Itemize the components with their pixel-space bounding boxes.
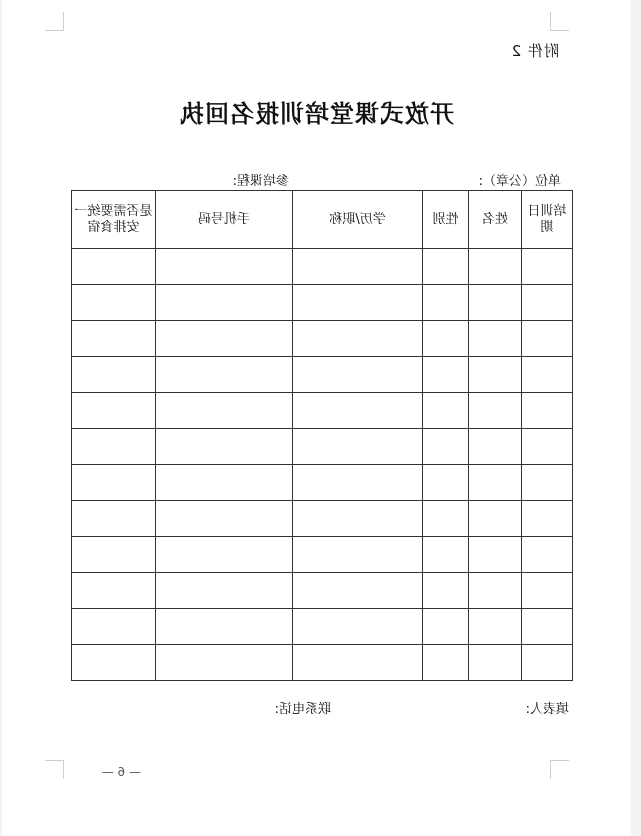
mirrored-content — [2, 0, 631, 836]
header-name: 姓名 — [469, 191, 522, 249]
table-cell[interactable] — [423, 285, 469, 321]
table-cell[interactable] — [469, 609, 522, 645]
table-cell[interactable] — [156, 321, 293, 357]
table-cell[interactable] — [293, 609, 423, 645]
table-cell[interactable] — [522, 429, 573, 465]
table-cell[interactable] — [522, 465, 573, 501]
table-cell[interactable] — [72, 501, 156, 537]
table-cell[interactable] — [72, 357, 156, 393]
table-cell[interactable] — [423, 645, 469, 681]
table-cell[interactable] — [293, 645, 423, 681]
table-cell[interactable] — [156, 645, 293, 681]
header-accommodation-needed: 是否需要统一安排食宿 — [72, 191, 156, 249]
table-cell[interactable] — [522, 285, 573, 321]
unit-label: 单位（公章）: — [478, 174, 561, 189]
table-cell[interactable] — [72, 537, 156, 573]
table-cell[interactable] — [156, 393, 293, 429]
crop-mark-top-right — [45, 12, 64, 31]
table-cell[interactable] — [423, 501, 469, 537]
table-cell[interactable] — [423, 573, 469, 609]
table-cell[interactable] — [522, 393, 573, 429]
table-row — [72, 609, 573, 645]
table-row — [72, 321, 573, 357]
table-cell[interactable] — [156, 609, 293, 645]
table-cell[interactable] — [72, 393, 156, 429]
table-cell[interactable] — [423, 465, 469, 501]
table-cell[interactable] — [293, 429, 423, 465]
table-cell[interactable] — [423, 537, 469, 573]
table-cell[interactable] — [156, 573, 293, 609]
table-cell[interactable] — [522, 321, 573, 357]
table-cell[interactable] — [423, 429, 469, 465]
table-cell[interactable] — [156, 501, 293, 537]
table-cell[interactable] — [423, 357, 469, 393]
table-cell[interactable] — [469, 249, 522, 285]
table-header-row — [72, 191, 573, 249]
table-cell[interactable] — [72, 465, 156, 501]
table-cell[interactable] — [156, 465, 293, 501]
document-page — [2, 0, 631, 836]
table-cell[interactable] — [156, 537, 293, 573]
table-cell[interactable] — [156, 285, 293, 321]
header-education-title: 学历/职称 — [293, 191, 423, 249]
table-cell[interactable] — [469, 357, 522, 393]
table-row — [72, 393, 573, 429]
table-cell[interactable] — [522, 573, 573, 609]
table-cell[interactable] — [469, 573, 522, 609]
table-row — [72, 357, 573, 393]
table-cell[interactable] — [522, 357, 573, 393]
table-cell[interactable] — [469, 285, 522, 321]
crop-mark-bottom-right — [45, 760, 64, 779]
table-cell[interactable] — [156, 249, 293, 285]
registration-table — [71, 190, 573, 681]
table-row — [72, 645, 573, 681]
table-cell[interactable] — [72, 249, 156, 285]
crop-mark-bottom-left — [550, 760, 569, 779]
table-cell[interactable] — [423, 249, 469, 285]
table-cell[interactable] — [72, 429, 156, 465]
table-cell[interactable] — [72, 609, 156, 645]
table-cell[interactable] — [293, 285, 423, 321]
table-cell[interactable] — [423, 609, 469, 645]
table-row — [72, 537, 573, 573]
table-cell[interactable] — [72, 285, 156, 321]
table-cell[interactable] — [522, 537, 573, 573]
table-cell[interactable] — [469, 321, 522, 357]
table-row — [72, 501, 573, 537]
header-mobile-number: 手机号码 — [156, 191, 293, 249]
table-cell[interactable] — [156, 429, 293, 465]
header-training-date: 培训日期 — [522, 191, 573, 249]
table-cell[interactable] — [293, 465, 423, 501]
table-cell[interactable] — [469, 501, 522, 537]
course-label: 参培课程: — [232, 174, 289, 189]
table-cell[interactable] — [469, 537, 522, 573]
table-cell[interactable] — [156, 357, 293, 393]
table-cell[interactable] — [72, 645, 156, 681]
table-cell[interactable] — [469, 465, 522, 501]
table-cell[interactable] — [522, 249, 573, 285]
table-cell[interactable] — [293, 321, 423, 357]
table-row — [72, 249, 573, 285]
table-cell[interactable] — [293, 393, 423, 429]
table-cell[interactable] — [522, 645, 573, 681]
table-row — [72, 285, 573, 321]
table-cell[interactable] — [522, 501, 573, 537]
table-cell[interactable] — [293, 357, 423, 393]
filler-label: 填表人: — [525, 702, 569, 717]
table-cell[interactable] — [469, 645, 522, 681]
table-cell[interactable] — [293, 537, 423, 573]
table-cell[interactable] — [293, 249, 423, 285]
table-cell[interactable] — [72, 321, 156, 357]
page-number: — 6 — — [101, 765, 141, 779]
attachment-label: 附件 2 — [510, 42, 559, 60]
table-row — [72, 465, 573, 501]
table-cell[interactable] — [469, 393, 522, 429]
table-cell[interactable] — [293, 501, 423, 537]
table-row — [72, 429, 573, 465]
table-cell[interactable] — [469, 429, 522, 465]
table-row — [72, 573, 573, 609]
table-cell[interactable] — [293, 573, 423, 609]
contact-phone-label: 联系电话: — [274, 702, 331, 717]
header-gender: 性别 — [423, 191, 469, 249]
page-title: 开放式课堂培训报名回执 — [179, 100, 454, 128]
table-cell[interactable] — [423, 321, 469, 357]
table-cell[interactable] — [72, 573, 156, 609]
table-cell[interactable] — [522, 609, 573, 645]
table-cell[interactable] — [423, 393, 469, 429]
table-body — [72, 249, 573, 681]
crop-mark-top-left — [550, 12, 569, 31]
